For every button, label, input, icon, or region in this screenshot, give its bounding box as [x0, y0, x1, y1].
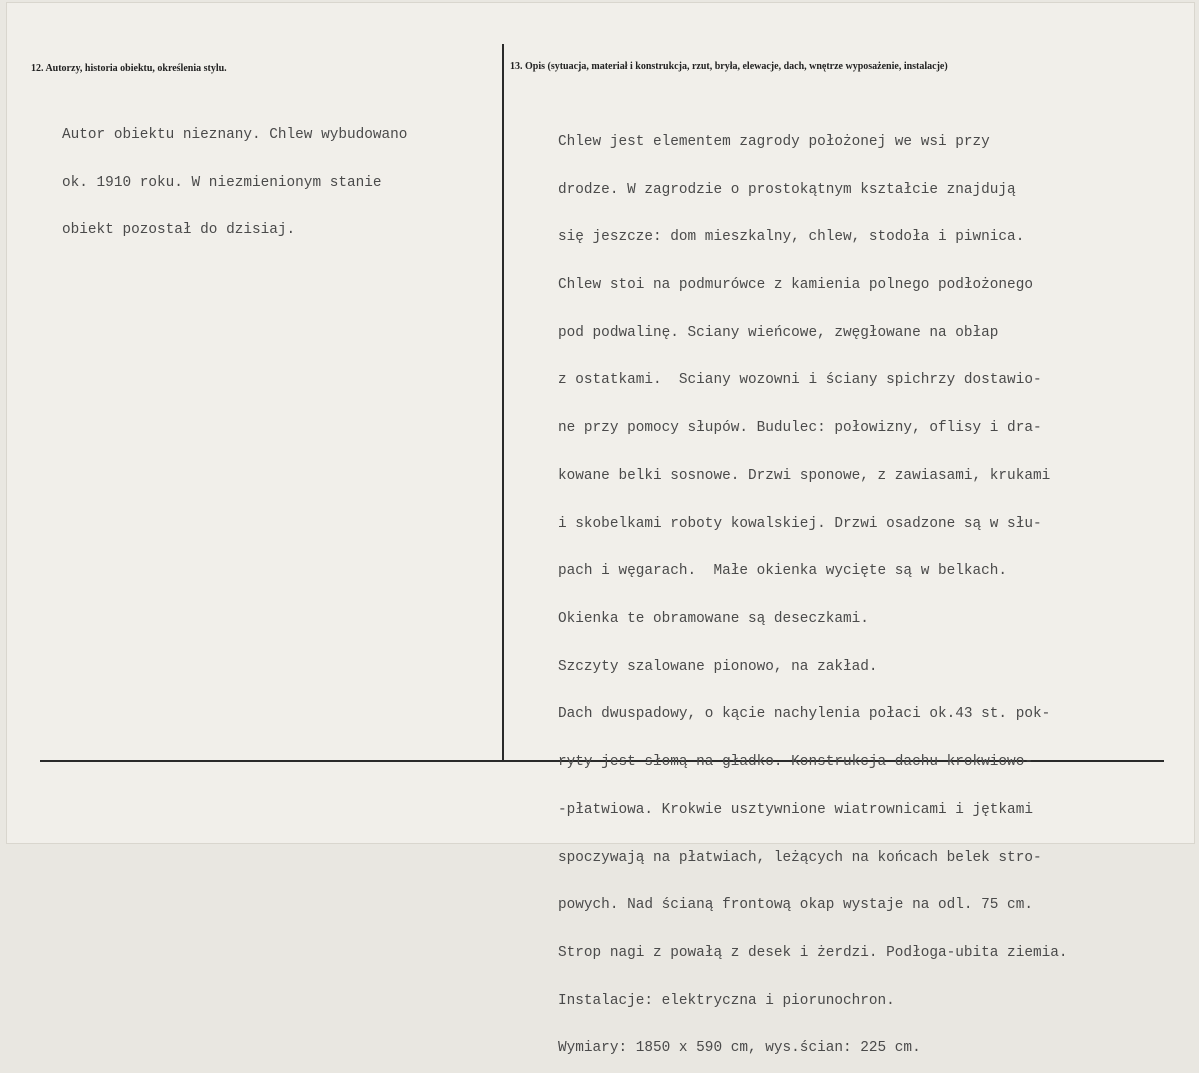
- text-line: Strop nagi z powałą z desek i żerdzi. Podłoga-ubita ziemia.: [558, 945, 1068, 962]
- column-divider: [502, 44, 504, 760]
- text-line: powych. Nad ścianą frontową okap wystaje na odl. 75 cm.: [558, 897, 1033, 914]
- text-line: Instalacje: elektryczna i piorunochron.: [558, 992, 895, 1009]
- text-line: Chlew jest elementem zagrody położonej we wsi przy: [558, 133, 990, 150]
- text-line: Szczyty szalowane pionowo, na zakład.: [558, 658, 878, 675]
- section-13-text: [558, 103, 1068, 1073]
- text-line: Okienka te obramowane są deseczkami.: [558, 611, 869, 627]
- section-12-text: [62, 96, 407, 255]
- text-line: Wymiary: 1850 x 590 cm, wys.ścian: 225 cm.: [558, 1040, 921, 1057]
- text-line: się jeszcze: dom mieszkalny, chlew, stodoła i piwnica.: [558, 229, 1025, 246]
- text-line: z ostatkami. Sciany wozowni i ściany spichrzy dostawio-: [558, 372, 1042, 389]
- text-line: Autor obiektu nieznany. Chlew wybudowano: [62, 126, 408, 143]
- text-line: pod podwalinę. Sciany wieńcowe, zwęgłowane na obłap: [558, 324, 999, 341]
- text-line: ne przy pomocy słupów. Budulec: połowizny, oflisy i dra-: [558, 420, 1042, 437]
- text-line: Chlew stoi na podmurówce z kamienia polnego podłożonego: [558, 276, 1033, 293]
- text-line: ok. 1910 roku. W niezmienionym stanie: [62, 174, 382, 191]
- text-line: kowane belki sosnowe. Drzwi sponowe, z zawiasami, krukami: [558, 467, 1051, 484]
- text-line: obiekt pozostał do dzisiaj.: [62, 222, 296, 239]
- text-line: drodze. W zagrodzie o prostokątnym kształcie znajdują: [558, 181, 1016, 198]
- text-line: i skobelkami roboty kowalskiej. Drzwi osadzone są w słu-: [558, 515, 1042, 532]
- text-line: Dach dwuspadowy, o kącie nachylenia połaci ok.43 st. pok-: [558, 706, 1051, 723]
- section-13-label: 13. Opis (sytuacja, materiał i konstrukcja, rzut, bryła, elewacje, dach, wnętrze wyposażenie, instalacje): [510, 61, 948, 72]
- text-line: ryty jest słomą na gładko. Konstrukcja dachu krokwiowo-: [558, 754, 1033, 771]
- text-line: pach i węgarach. Małe okienka wycięte są w belkach.: [558, 563, 1008, 580]
- text-line: spoczywają na płatwiach, leżących na końcach belek stro-: [558, 849, 1042, 866]
- section-12-label: 12. Autorzy, historia obiektu, określenia stylu.: [31, 63, 227, 74]
- text-line: -płatwiowa. Krokwie usztywnione wiatrownicami i jętkami: [558, 801, 1033, 818]
